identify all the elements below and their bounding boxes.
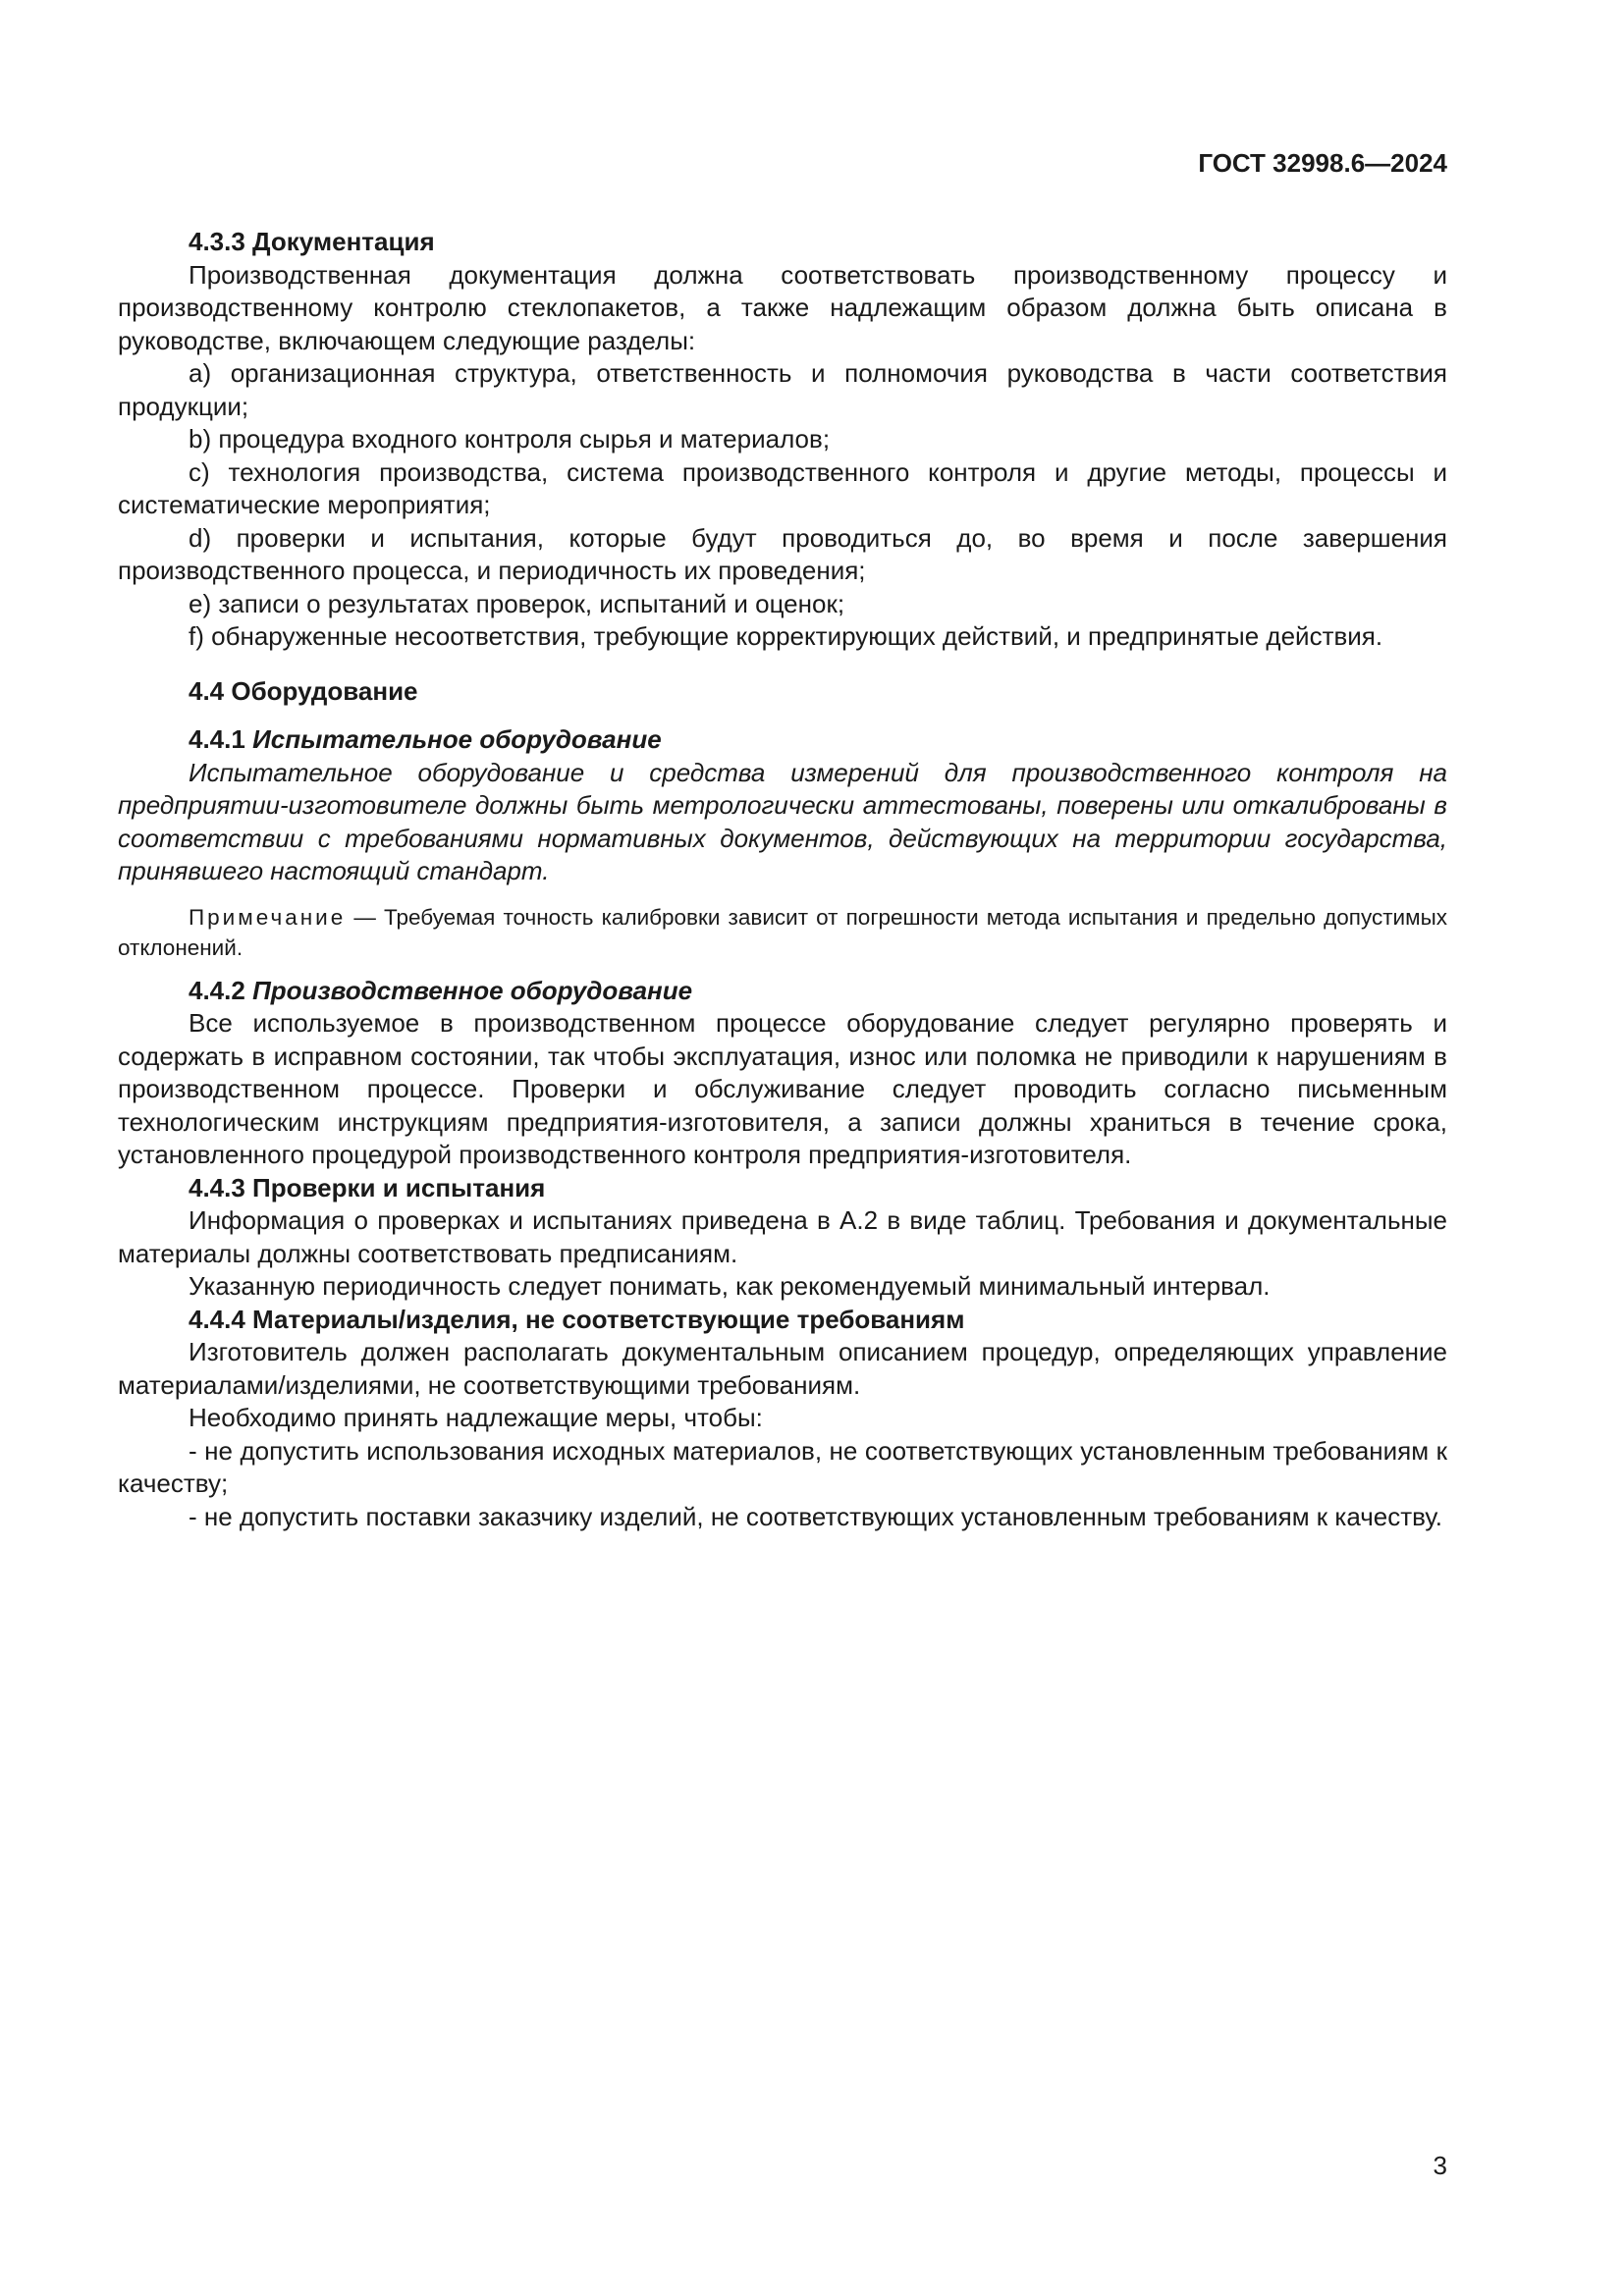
document-body xyxy=(118,226,1447,1533)
section-4-3-3-item-c: c) технология производства, система производственного контроля и другие методы, процессы и систематические мероприятия; xyxy=(118,456,1447,519)
section-4-4-3-heading: 4.4.3 Проверки и испытания xyxy=(189,1172,546,1202)
section-4-4-2-heading xyxy=(118,975,1447,1008)
document-standard-header: ГОСТ 32998.6—2024 xyxy=(1198,148,1447,178)
section-4-4-4-heading: 4.4.4 Материалы/изделия, не соответствующие требованиям xyxy=(189,1304,965,1334)
section-4-3-3-item-e: e) записи о результатах проверок, испытаний и оценок; xyxy=(189,588,845,618)
section-4-4-2-number: 4.4.2 xyxy=(189,975,245,1005)
section-4-4-1-title: Испытательное оборудование xyxy=(252,724,662,754)
section-4-3-3-intro: Производственная документация должна соответствовать производственному процессу и производственному контролю стеклопакетов, а также надлежащим образом должна быть описана в руководстве, включающем следующие разделы: xyxy=(118,259,1447,355)
section-4-3-3-item-d: d) проверки и испытания, которые будут проводиться до, во время и после завершения производственного процесса, и периодичность их проведения; xyxy=(118,522,1447,585)
page-number: 3 xyxy=(1433,2151,1447,2180)
section-4-3-3-item-a: a) организационная структура, ответственность и полномочия руководства в части соответствия продукции; xyxy=(118,358,1447,421)
section-4-4-3-para-1: Информация о проверках и испытаниях приведена в А.2 в виде таблиц. Требования и документальные материалы должны соответствовать предписаниям. xyxy=(118,1205,1447,1268)
section-4-4-4-para-2: Необходимо принять надлежащие меры, чтобы: xyxy=(189,1403,763,1432)
section-4-3-3-heading: 4.3.3 Документация xyxy=(189,227,435,256)
section-4-4-2-text: Все используемое в производственном процессе оборудование следует регулярно проверять и содержать в исправном состоянии, так чтобы эксплуатация, износ или поломка не приводили к нарушениям в производственном процессе. Проверки и обслуживание следует проводить согласно письменным технологическим инструкциям предприятия-изготовителя, а записи должны храниться в течение срока, установленного процедурой производственного контроля предприятия-изготовителя. xyxy=(118,1008,1447,1169)
section-4-4-4-item-1: - не допустить использования исходных материалов, не соответствующих установленным требованиям к качеству; xyxy=(118,1435,1447,1498)
section-4-4-4-item-2: - не допустить поставки заказчику изделий, не соответствующих установленным требованиям к качеству. xyxy=(189,1501,1443,1531)
section-4-4-heading: 4.4 Оборудование xyxy=(189,675,418,706)
section-4-4-1-number: 4.4.1 xyxy=(189,724,245,754)
section-4-3-3-item-b: b) процедура входного контроля сырья и материалов; xyxy=(189,424,831,454)
section-4-4-3-para-2: Указанную периодичность следует понимать, как рекомендуемый минимальный интервал. xyxy=(189,1271,1271,1301)
section-4-4-2-title: Производственное оборудование xyxy=(252,975,693,1005)
section-4-4-4-para-1: Изготовитель должен располагать документальным описанием процедур, определяющих управление материалами/изделиями, не соответствующими требованиям. xyxy=(118,1337,1447,1400)
section-4-4-1-heading xyxy=(118,723,1447,757)
section-4-4-1-text: Испытательное оборудование и средства измерений для производственного контроля на предприятии-изготовителе должны быть метрологически аттестованы, поверены или откалиброваны в соответствии с требованиями нормативных документов, действующих на территории государства, принявшего настоящий стандарт. xyxy=(118,757,1447,885)
section-4-4-1-note xyxy=(118,902,1447,963)
note-label: Примечание xyxy=(189,904,347,930)
section-4-3-3-item-f: f) обнаруженные несоответствия, требующие корректирующих действий, и предпринятые действия. xyxy=(189,621,1383,651)
note-text: — Требуемая точность калибровки зависит от погрешности метода испытания и предельно допустимых отклонений. xyxy=(118,904,1447,960)
